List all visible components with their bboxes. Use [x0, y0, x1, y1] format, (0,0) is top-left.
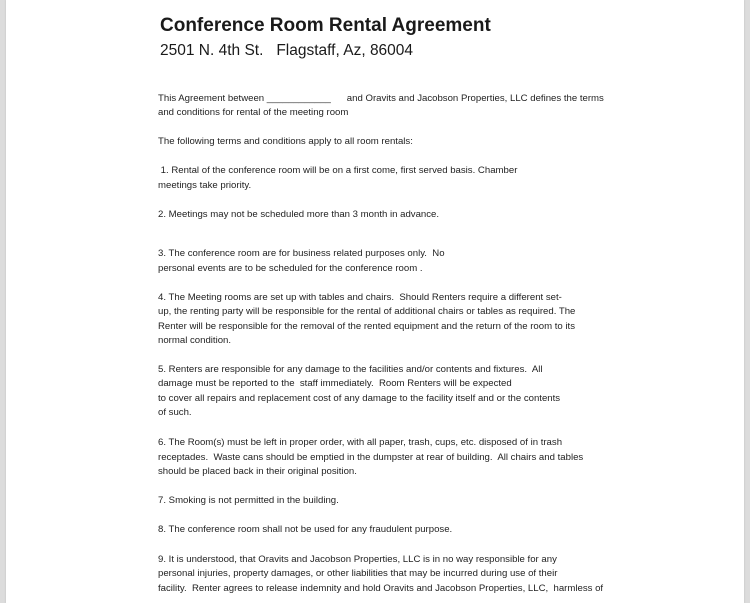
- document-title: Conference Room Rental Agreement: [160, 15, 491, 36]
- body-line: of such.: [158, 407, 192, 418]
- body-line: and conditions for rental of the meeting room: [158, 107, 349, 118]
- body-line: 5. Renters are responsible for any damage to the facilities and/or contents and fixtures. All: [158, 364, 543, 375]
- document-address: 2501 N. 4th St. Flagstaff, Az, 86004: [160, 42, 414, 59]
- body-line: should be placed back in their original position.: [158, 466, 357, 477]
- body-line: personal injuries, property damages, or other liabilities that may be incurred during use of their: [158, 568, 558, 579]
- body-line: to cover all repairs and replacement cost of any damage to the facility itself and or the contents: [158, 393, 561, 404]
- body-line: 2. Meetings may not be scheduled more than 3 month in advance.: [158, 209, 440, 220]
- body-line: meetings take priority.: [158, 180, 252, 191]
- body-line: personal events are to be scheduled for the conference room .: [158, 263, 423, 274]
- body-line: 8. The conference room shall not be used for any fraudulent purpose.: [158, 524, 453, 535]
- body-line: up, the renting party will be responsible for the rental of additional chairs or tables as required. The: [158, 306, 576, 317]
- body-line: normal condition.: [158, 335, 232, 346]
- body-line: 7. Smoking is not permitted in the building.: [158, 495, 339, 506]
- body-line: 6. The Room(s) must be left in proper order, with all paper, trash, cups, etc. disposed of in trash: [158, 437, 563, 448]
- body-line: 1. Rental of the conference room will be on a first come, first served basis. Chamber: [158, 165, 518, 176]
- body-line: 4. The Meeting rooms are set up with tables and chairs. Should Renters require a different set-: [158, 292, 562, 303]
- body-line: 9. It is understood, that Oravits and Jacobson Properties, LLC is in no way responsible for any: [158, 554, 557, 565]
- document-page: [6, 0, 744, 603]
- body-line: receptades. Waste cans should be emptied in the dumpster at rear of building. All chairs and tables: [158, 452, 584, 463]
- body-line: 3. The conference room are for business related purposes only. No: [158, 248, 445, 259]
- body-line: This Agreement between ____________ and Oravits and Jacobson Properties, LLC defines the terms: [158, 93, 604, 104]
- body-line: Renter will be responsible for the removal of the rented equipment and the return of the room to its: [158, 321, 576, 332]
- body-line: damage must be reported to the staff immediately. Room Renters will be expected: [158, 378, 512, 389]
- body-line: The following terms and conditions apply to all room rentals:: [158, 136, 413, 147]
- body-line: facility. Renter agrees to release indemnity and hold Oravits and Jacobson Properties, LLC, harmless of: [158, 583, 604, 594]
